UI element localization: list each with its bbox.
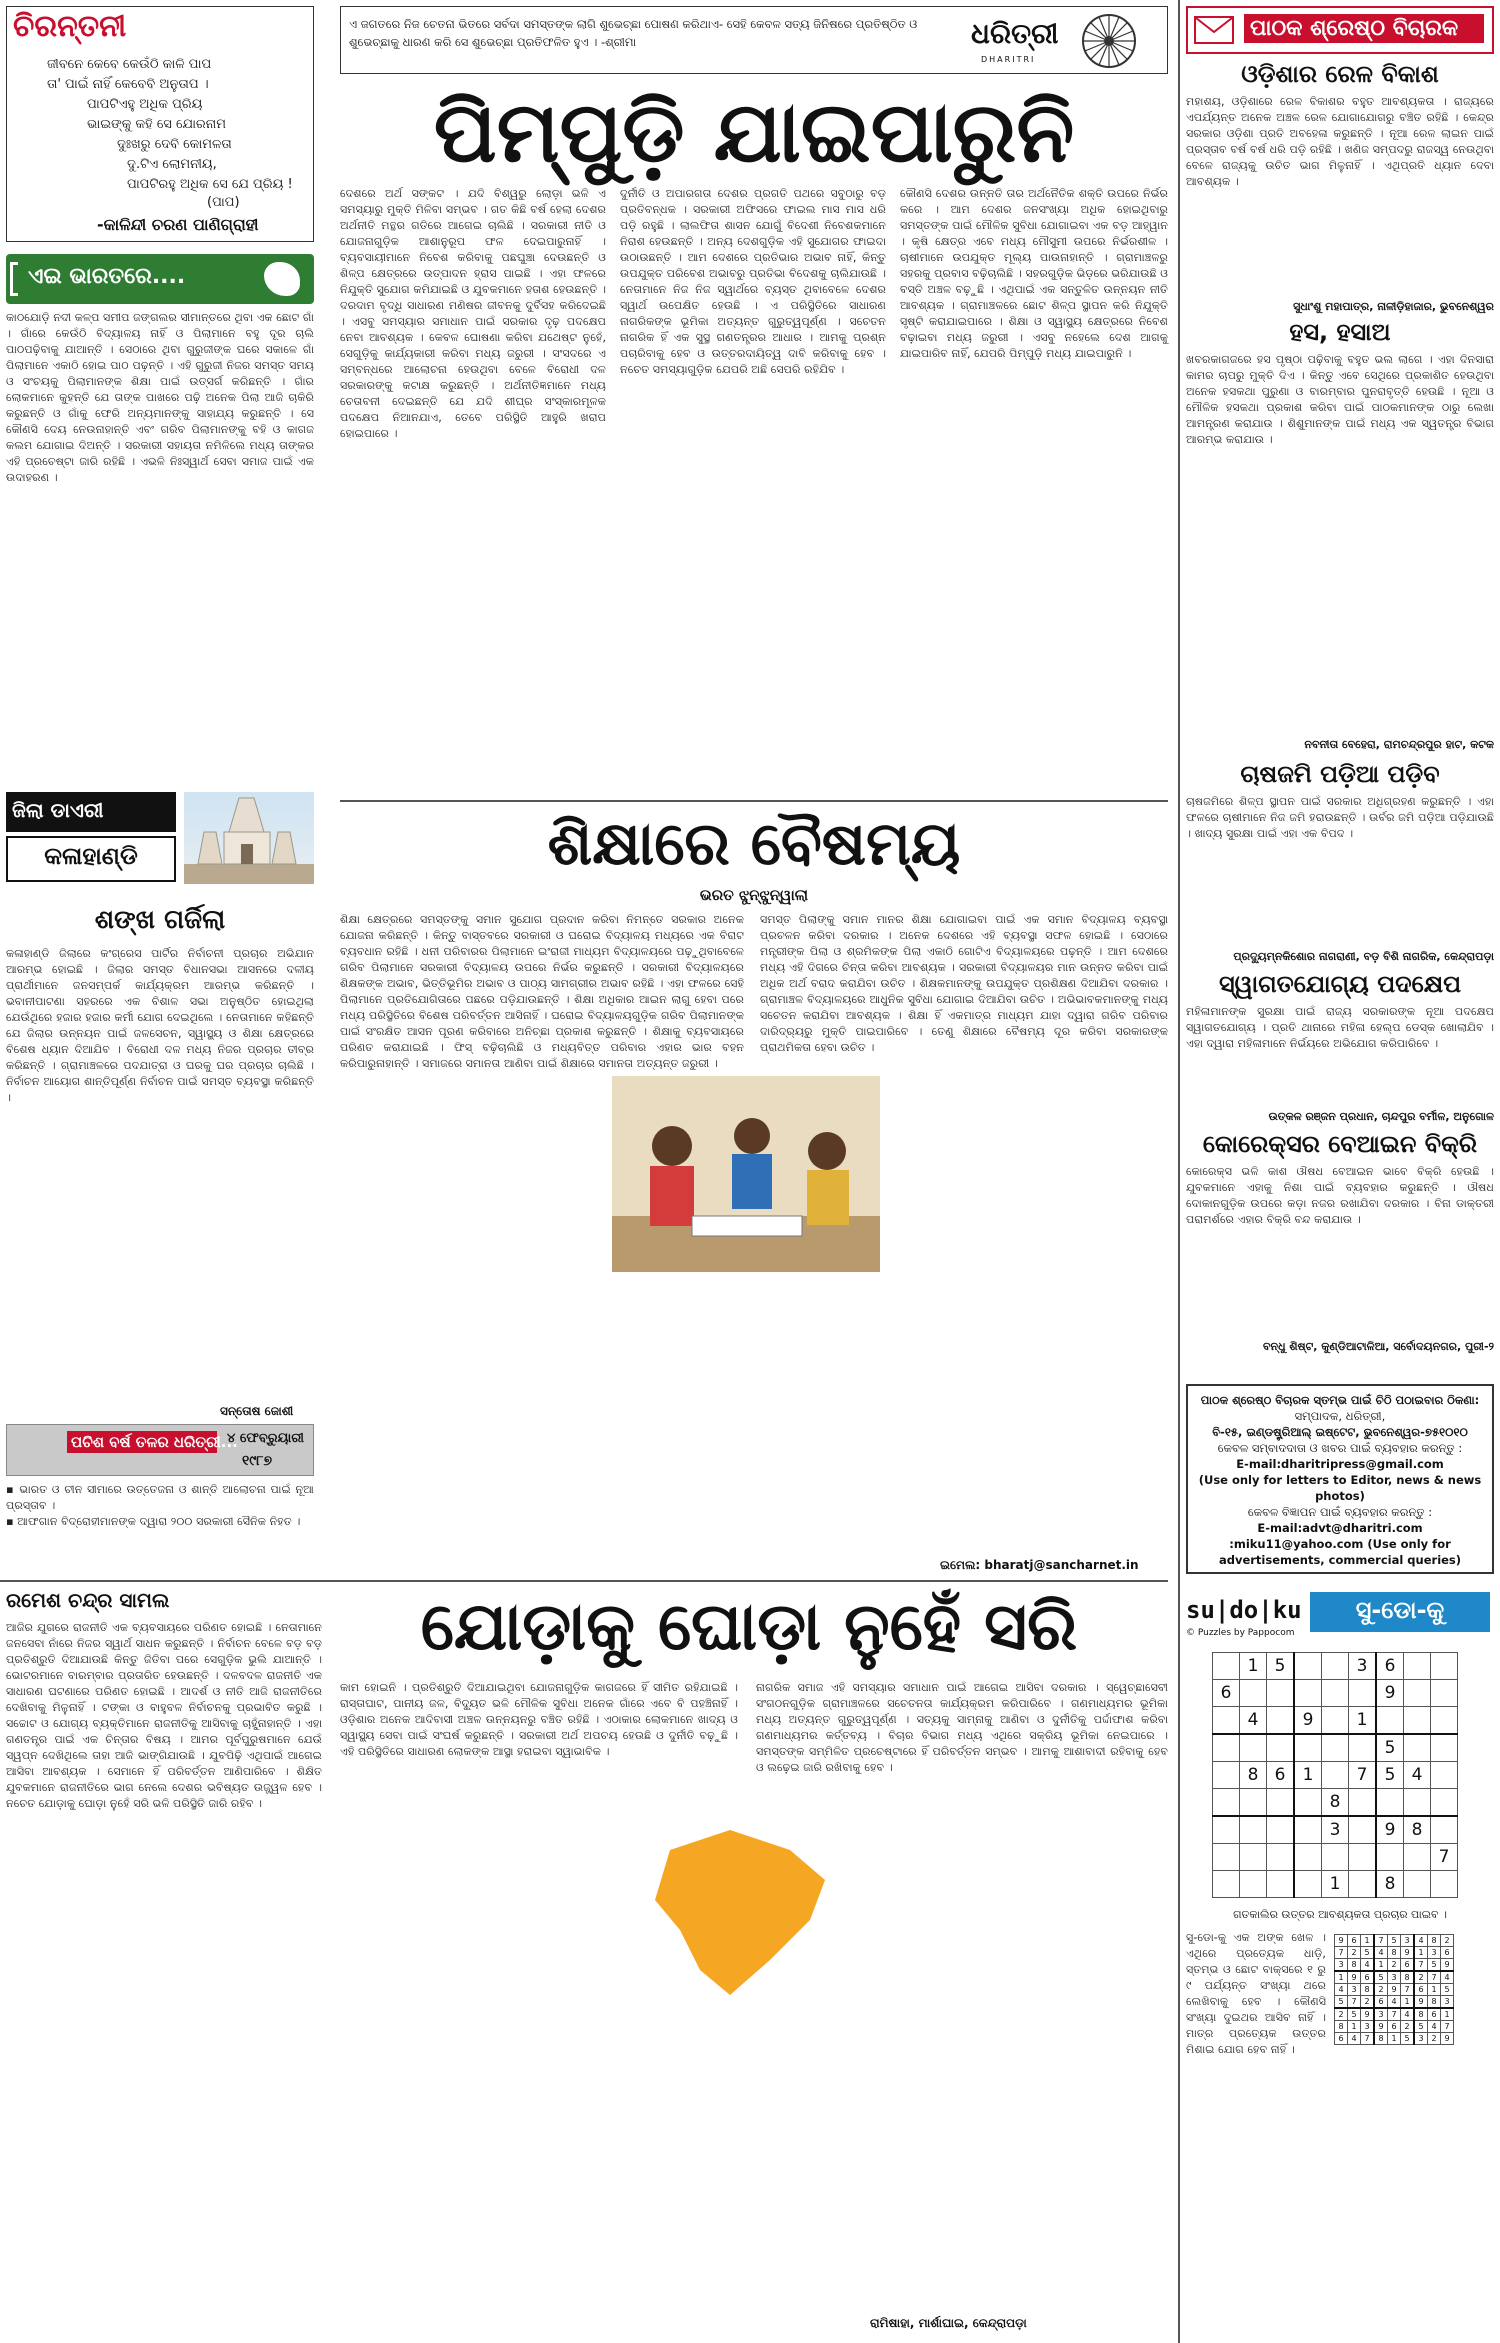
sudoku-cell[interactable] — [1349, 1844, 1377, 1871]
solution-cell: 7 — [1374, 1935, 1388, 1947]
sudoku-cell[interactable] — [1431, 1680, 1458, 1707]
solution-cell: 5 — [1348, 2008, 1361, 2021]
sudoku-cell[interactable]: 5 — [1376, 1734, 1404, 1762]
sudoku-cell[interactable] — [1376, 1789, 1404, 1817]
email-link[interactable]: :miku11@yahoo.com (Use only for — [1229, 1537, 1451, 1551]
sudoku-cell[interactable] — [1322, 1734, 1349, 1762]
sudoku-cell[interactable]: 5 — [1267, 1653, 1295, 1680]
solution-cell: 3 — [1361, 2021, 1375, 2033]
solution-cell: 1 — [1428, 1984, 1441, 1996]
sudoku-row — [1213, 1707, 1458, 1735]
sudoku-cell[interactable]: 8 — [1404, 1816, 1431, 1844]
solution-cell: 2 — [1361, 1996, 1375, 2009]
poem-box — [6, 6, 314, 242]
sudoku-cell[interactable] — [1322, 1680, 1349, 1707]
sudoku-cell[interactable] — [1404, 1789, 1431, 1817]
bottom-author: ରମେଶ ଚନ୍ଦ୍ର ସାମଲ — [6, 1588, 170, 1612]
solution-cell: 6 — [1388, 2021, 1401, 2033]
solution-cell: 1 — [1414, 1947, 1428, 1959]
letter-body: ମହିଳାମାନଙ୍କ ସୁରକ୍ଷା ପାଇଁ ରାଜ୍ୟ ସରକାରଙ୍କ ନୂଆ ପଦକ୍ଷେପ ସ୍ୱାଗତଯୋଗ୍ୟ । ପ୍ରତି ଥାନାରେ ମହିଳା ହେଲ୍ପ ଡେସ୍କ ଖୋଲାଯିବ । ଏହା ଦ୍ୱାରା ମହିଳାମାନେ ନିର୍ଭୟରେ ଅଭିଯୋଗ କରିପାରିବେ । — [1186, 1005, 1494, 1050]
sudoku-cell[interactable] — [1349, 1789, 1377, 1817]
solution-cell: 4 — [1361, 1959, 1375, 1972]
sudoku-cell[interactable] — [1431, 1816, 1458, 1844]
solution-cell: 2 — [1441, 1935, 1454, 1947]
solution-cell: 8 — [1335, 2021, 1348, 2033]
solution-cell: 8 — [1361, 1984, 1375, 1996]
anniv-box — [6, 1424, 314, 1476]
sudoku-cell[interactable] — [1376, 1707, 1404, 1735]
sudoku-row — [1335, 1984, 1454, 1996]
sudoku-cell[interactable]: 6 — [1213, 1680, 1240, 1707]
sudoku-cell[interactable]: 1 — [1294, 1762, 1322, 1789]
sudoku-cell[interactable]: 6 — [1376, 1653, 1404, 1680]
letter-title: ଓଡ଼ିଶାର ରେଳ ବିକାଶ — [1241, 60, 1439, 88]
sudoku-cell[interactable]: 8 — [1322, 1789, 1349, 1817]
solution-cell: 2 — [1428, 2033, 1441, 2045]
solution-cell: 9 — [1348, 1971, 1361, 1984]
poem-line: ଦୁ.ଟିଏ ଲୋମନୀୟ, — [127, 157, 217, 172]
bharat-banner-label: ଏଇ ଭାରତରେ.... — [28, 264, 186, 289]
sudoku-cell[interactable]: 8 — [1240, 1762, 1267, 1789]
solution-cell: 8 — [1388, 1947, 1401, 1959]
address-line: ବି-୧୫, ଇଣ୍ଡଷ୍ଟ୍ରିଆଲ୍ ଇଷ୍ଟେଟ, ଭୁବନେଶ୍ୱର-୭୫୧୦୧୦ — [1212, 1425, 1468, 1439]
letter-title: ସ୍ୱାଗତଯୋଗ୍ୟ ପଦକ୍ଷେପ — [1218, 970, 1462, 998]
sudoku-cell[interactable] — [1431, 1789, 1458, 1817]
sudoku-cell[interactable]: 9 — [1294, 1707, 1322, 1735]
sudoku-cell[interactable] — [1240, 1871, 1267, 1898]
sudoku-cell[interactable] — [1404, 1707, 1431, 1735]
solution-cell: 3 — [1414, 2033, 1428, 2045]
solution-cell: 7 — [1414, 1959, 1428, 1972]
sudoku-cell[interactable] — [1404, 1871, 1431, 1898]
address-heading: ପାଠକ ଶ୍ରେଷ୍ଠ ବିଚାରକ ସ୍ତମ୍ଭ ପାଇଁ ଚିଠି ପଠାଇବାର ଠିକଣା: — [1200, 1393, 1480, 1407]
sudoku-instructions: ସୁ-ଡୋ-କୁ ଏକ ଅଙ୍କ ଖେଳ । ଏଥିରେ ପ୍ରତ୍ୟେକ ଧାଡ଼ି, ସ୍ତମ୍ଭ ଓ ଛୋଟ ବାକ୍ସରେ ୧ ରୁ ୯ ପର୍ଯ୍ୟନ୍ତ ସଂଖ୍ୟା ଥରେ ଲେଖିବାକୁ ହେବ । କୌଣସି ସଂଖ୍ୟା ଦୁଇଥର ଆସିବ ନାହିଁ । ମାତ୍ର ପ୍ରତ୍ୟେକ ଉତ୍ତର ମିଶାଇ ଯୋଗ ହେବ ନାହିଁ । — [1186, 1931, 1326, 2056]
education-headline: ଶିକ୍ଷାରେ ବୈଷମ୍ୟ — [547, 809, 961, 879]
diary-district: କଳାହାଣ୍ଡି — [6, 836, 176, 882]
letter-title: କୋରେକ୍ସର ବେଆଇନ ବିକ୍ରି — [1202, 1130, 1478, 1158]
sudoku-cell[interactable] — [1322, 1844, 1349, 1871]
solution-cell: 4 — [1335, 1984, 1348, 1996]
solution-cell: 5 — [1335, 1996, 1348, 2009]
sudoku-cell[interactable] — [1240, 1816, 1267, 1844]
poem-line: ପାପଟିଏହୁ ଅଧିକ ପ୍ରିୟ — [87, 97, 203, 112]
anniv-label: ପଚିଶ ବର୍ଷ ତଳର ଧରିତ୍ରୀ... — [67, 1431, 217, 1453]
solution-cell: 6 — [1374, 1996, 1388, 2009]
diary-article: କଳାହାଣ୍ଡି ଜିଲାରେ କଂଗ୍ରେସ ପାର୍ଟିର ନିର୍ବାଚନୀ ପ୍ରଚାର ଅଭିଯାନ ଆରମ୍ଭ ହୋଇଛି । ଜିଲାର ସମସ୍ତ ବିଧାନସଭା ଆସନରେ ଦଳୀୟ ପ୍ରାର୍ଥୀମାନେ ଜନସମ୍ପର୍କ କାର୍ଯ୍ୟକ୍ରମ ଆରମ୍ଭ କରିଛନ୍ତି । ଭବାନୀପାଟଣା ସହରରେ ଏକ ବିଶାଳ ସଭା ଅନୁଷ୍ଠିତ ହୋଇଥିଲା ଯେଉଁଥିରେ ହଜାର ହଜାର କର୍ମୀ ଯୋଗ ଦେଇଥିଲେ । ନେତାମାନେ କହିଛନ୍ତି ଯେ ଜିଲାର ଉନ୍ନୟନ ପାଇଁ ଜଳସେଚନ, ସ୍ୱାସ୍ଥ୍ୟ ଓ ଶିକ୍ଷା କ୍ଷେତ୍ରରେ ବିଶେଷ ଧ୍ୟାନ ଦିଆଯିବ । ବିରୋଧୀ ଦଳ ମଧ୍ୟ ନିଜର ପ୍ରଚାର ତୀବ୍ର କରିଛନ୍ତି । ଗ୍ରାମାଞ୍ଚଳରେ ପଦଯାତ୍ରା ଓ ଘରକୁ ଘର ପ୍ରଚାର ଚାଲିଛି । ନିର୍ବାଚନ ଆୟୋଗ ଶାନ୍ତିପୂର୍ଣ୍ଣ ନିର୍ବାଚନ ପାଇଁ ସମସ୍ତ ବ୍ୟବସ୍ଥା କରିଛନ୍ତି । — [6, 947, 314, 1104]
sudoku-cell[interactable] — [1240, 1734, 1267, 1762]
sudoku-row — [1213, 1680, 1458, 1707]
sudoku-solution-label: ଗତକାଲିର ଉତ୍ତର ଆବଶ୍ୟକତା ପ୍ରଚାର ପାଇବ । — [1233, 1908, 1447, 1921]
sudoku-cell[interactable] — [1213, 1707, 1240, 1735]
divider — [0, 1580, 1168, 1582]
solution-cell: 1 — [1374, 1959, 1388, 1972]
solution-cell: 6 — [1414, 1984, 1428, 1996]
solution-cell: 9 — [1441, 2033, 1454, 2045]
sudoku-cell[interactable]: 9 — [1376, 1816, 1404, 1844]
solution-cell: 9 — [1374, 2021, 1388, 2033]
solution-cell: 1 — [1388, 2033, 1401, 2045]
india-map-icon — [264, 262, 300, 296]
solution-cell: 6 — [1441, 1947, 1454, 1959]
sudoku-cell[interactable] — [1267, 1789, 1295, 1817]
sudoku-cell[interactable] — [1404, 1844, 1431, 1871]
sudoku-cell[interactable] — [1267, 1844, 1295, 1871]
sudoku-row — [1213, 1762, 1458, 1789]
poem-line: ଭାଇଙ୍କୁ କହି ସେ ଯୋରନାମ — [87, 117, 226, 132]
sudoku-cell[interactable]: 7 — [1349, 1762, 1377, 1789]
sudoku-cell[interactable] — [1431, 1707, 1458, 1735]
letter-signature: ବନ୍ଧୁ ଶିଷ୍ଟ, କୁଣ୍ଡିଆଟାଳିଆ, ସର୍ବୋଦୟନଗର, ପୁରୀ-୨ — [1263, 1340, 1494, 1353]
sudoku-cell[interactable] — [1267, 1871, 1295, 1898]
letter-title: ଚାଷଜମି ପଡ଼ିଆ ପଡ଼ିବ — [1240, 760, 1440, 788]
solution-cell: 5 — [1361, 1947, 1375, 1959]
sudoku-row — [1335, 1971, 1454, 1984]
sudoku-cell[interactable]: 5 — [1376, 1762, 1404, 1789]
sudoku-cell[interactable] — [1213, 1762, 1240, 1789]
sudoku-cell[interactable] — [1213, 1871, 1240, 1898]
poem-line: ଦୁଃଖରୁ ଦେବି କୋମଳତା — [117, 137, 232, 152]
address-line: ସମ୍ପାଦକ, ଧରିତ୍ରୀ, — [1294, 1409, 1386, 1423]
sudoku-cell[interactable] — [1322, 1762, 1349, 1789]
sudoku-row — [1213, 1844, 1458, 1871]
solution-cell: 5 — [1441, 1984, 1454, 1996]
sudoku-row — [1213, 1871, 1458, 1898]
sudoku-cell[interactable] — [1267, 1816, 1295, 1844]
letter-signature: ନବନୀତା ବେହେରା, ରାମଚନ୍ଦ୍ରପୁର ହାଟ, କଟକ — [1304, 738, 1494, 751]
bottom-col-1: ଆଜିର ଯୁଗରେ ରାଜନୀତି ଏକ ବ୍ୟବସାୟରେ ପରିଣତ ହୋଇଛି । ନେତାମାନେ ଜନସେବା ନାଁରେ ନିଜର ସ୍ୱାର୍ଥ ସାଧନ କରୁଛନ୍ତି । ନିର୍ବାଚନ ବେଳେ ବଡ଼ ବଡ଼ ପ୍ରତିଶ୍ରୁତି ଦିଆଯାଉଛି କିନ୍ତୁ ଜିତିବା ପରେ ସେଗୁଡ଼ିକ ଭୁଲି ଯାଆନ୍ତି । ଭୋଟରମାନେ ବାରମ୍ବାର ପ୍ରତାରିତ ହେଉଛନ୍ତି । ଦଳବଦଳ ରାଜନୀତି ଏକ ସାଧାରଣ ଘଟଣାରେ ପରିଣତ ହୋଇଛି । ଆଦର୍ଶ ଓ ନୀତି ଆଜି ରାଜନୀତିରେ ଦେଖିବାକୁ ମିଳୁନାହିଁ । ଟଙ୍କା ଓ ବାହୁବଳ ନିର୍ବାଚନକୁ ପ୍ରଭାବିତ କରୁଛି । ସଚ୍ଚୋଟ ଓ ଯୋଗ୍ୟ ବ୍ୟକ୍ତିମାନେ ରାଜନୀତିକୁ ଆସିବାକୁ ଚାହୁଁନାହାନ୍ତି । ଏହା ଗଣତନ୍ତ୍ର ପାଇଁ ଏକ ଚିନ୍ତାର ବିଷୟ । ଆମର ପୂର୍ବପୁରୁଷମାନେ ଯେଉଁ ସ୍ୱପ୍ନ ଦେଖିଥିଲେ ତାହା ଆଜି ଭାଙ୍ଗିଯାଉଛି । ଯୁବପିଢ଼ି ଏଥିପାଇଁ ଆଗେଇ ଆସିବା ଆବଶ୍ୟକ । ସେମାନେ ହିଁ ପରିବର୍ତ୍ତନ ଆଣିପାରିବେ । ଶିକ୍ଷିତ ଯୁବକମାନେ ରାଜନୀତିରେ ଭାଗ ନେଲେ ଦେଶର ଭବିଷ୍ୟତ ଉଜ୍ଜ୍ୱଳ ହେବ । ନଚେତ ଯୋଡ଼ାକୁ ଘୋଡ଼ା ନୁହେଁ ସରି ଭଳି ପରିସ୍ଥିତି ଜାରି ରହିବ । — [6, 1621, 322, 1810]
letter-body: ମହାଶୟ, ଓଡ଼ିଶାରେ ରେଳ ବିକାଶର ବହୁତ ଆବଶ୍ୟକତା । ରାଜ୍ୟରେ ଏପର୍ଯ୍ୟନ୍ତ ଅନେକ ଅଞ୍ଚଳ ରେଳ ଯୋଗାଯୋଗରୁ ବଞ୍ଚିତ ରହିଛି । କେନ୍ଦ୍ର ସରକାର ଓଡ଼ିଶା ପ୍ରତି ଅବହେଳା କରୁଛନ୍ତି । ନୂଆ ରେଳ ଲାଇନ ପାଇଁ ପ୍ରସ୍ତାବ ବର୍ଷ ବର୍ଷ ଧରି ପଡ଼ି ରହିଛି । ଖଣିଜ ସମ୍ପଦରୁ ରାଜସ୍ୱ ନେଉଥିବା ବେଳେ ରାଜ୍ୟକୁ ଉଚିତ ଭାଗ ମିଳୁନାହିଁ । ଏଥିପ୍ରତି ଧ୍ୟାନ ଦେବା ଆବଶ୍ୟକ । — [1186, 95, 1494, 188]
sudoku-row — [1335, 1947, 1454, 1959]
solution-cell: 6 — [1361, 1971, 1375, 1984]
sudoku-cell[interactable] — [1404, 1734, 1431, 1762]
sudoku-cell[interactable]: 3 — [1349, 1653, 1377, 1680]
solution-cell: 1 — [1335, 1971, 1348, 1984]
sudoku-cell[interactable] — [1294, 1789, 1322, 1817]
email-note: advertisements, commercial queries) — [1218, 1553, 1462, 1567]
sudoku-cell[interactable] — [1404, 1653, 1431, 1680]
solution-cell: 8 — [1428, 1935, 1441, 1947]
sudoku-cell[interactable] — [1322, 1653, 1349, 1680]
main-article-col-3: କୌଣସି ଦେଶର ଉନ୍ନତି ତାର ଅର୍ଥନୈତିକ ଶକ୍ତି ଉପରେ ନିର୍ଭର କରେ । ଆମ ଦେଶର ଜନସଂଖ୍ୟା ଅଧିକ ହୋଇଥିବାରୁ ସମସ୍ତଙ୍କ ପାଇଁ ମୌଳିକ ସୁବିଧା ଯୋଗାଇବା ଏକ ବଡ଼ ଆହ୍ୱାନ । କୃଷି କ୍ଷେତ୍ର ଏବେ ମଧ୍ୟ ମୌସୁମୀ ଉପରେ ନିର୍ଭରଶୀଳ । ଚାଷୀମାନେ ଉପଯୁକ୍ତ ମୂଲ୍ୟ ପାଉନାହାନ୍ତି । ଗ୍ରାମାଞ୍ଚଳରୁ ସହରକୁ ପ୍ରବାସ ବଢ଼ିଚାଲିଛି । ସହରଗୁଡ଼ିକ ଭିଡ଼ରେ ଭରିଯାଉଛି ଓ ବସ୍ତି ଅଞ୍ଚଳ ବଢ଼ୁଛି । ଏଥିପାଇଁ ଏକ ସନ୍ତୁଳିତ ଉନ୍ନୟନ ନୀତି ଆବଶ୍ୟକ । ଗ୍ରାମାଞ୍ଚଳରେ ଛୋଟ ଶିଳ୍ପ ସ୍ଥାପନ କରି ନିଯୁକ୍ତି ସୃଷ୍ଟି କରାଯାଇପାରେ । ଶିକ୍ଷା ଓ ସ୍ୱାସ୍ଥ୍ୟ କ୍ଷେତ୍ରରେ ନିବେଶ ବଢ଼ାଇବା ମଧ୍ୟ ଜରୁରୀ । ଏସବୁ ନହେଲେ ଦେଶ ଆଗକୁ ଯାଇପାରିବ ନାହିଁ, ଯେପରି ପିମ୍ପୁଡ଼ି ମଧ୍ୟ ଯାଇପାରୁନି । — [900, 187, 1168, 360]
sudoku-odia-title: ସୁ-ଡୋ-କୁ — [1310, 1592, 1490, 1632]
solution-cell: 9 — [1401, 1947, 1415, 1959]
sudoku-cell[interactable] — [1267, 1734, 1295, 1762]
poem-title: ଚିରନ୍ତନୀ — [13, 9, 127, 44]
solution-cell: 1 — [1361, 1935, 1375, 1947]
sudoku-cell[interactable] — [1213, 1844, 1240, 1871]
solution-cell: 9 — [1335, 1935, 1348, 1947]
poem-lines — [47, 55, 307, 195]
solution-cell: 8 — [1348, 1959, 1361, 1972]
sudoku-cell[interactable]: 4 — [1240, 1707, 1267, 1735]
solution-cell: 7 — [1441, 2021, 1454, 2033]
anniv-date: ୪ ଫେବ୍ରୁୟାରୀ — [227, 1431, 304, 1446]
email-link[interactable]: E-mail:dharitripress@gmail.com — [1236, 1457, 1444, 1471]
solution-cell: 4 — [1441, 1971, 1454, 1984]
solution-cell: 2 — [1388, 1959, 1401, 1972]
solution-cell: 4 — [1401, 2008, 1415, 2021]
bottom-col-3: ନାଗରିକ ସମାଜ ଏହି ସମସ୍ୟାର ସମାଧାନ ପାଇଁ ଆଗେଇ ଆସିବା ଦରକାର । ସ୍ୱେଚ୍ଛାସେବୀ ସଂଗଠନଗୁଡ଼ିକ ଗ୍ରାମାଞ୍ଚଳରେ ସଚେତନତା କାର୍ଯ୍ୟକ୍ରମ କରିପାରିବେ । ଗଣମାଧ୍ୟମର ଭୂମିକା ମଧ୍ୟ ଅତ୍ୟନ୍ତ ଗୁରୁତ୍ୱପୂର୍ଣ୍ଣ । ସତ୍ୟକୁ ସାମ୍ନାକୁ ଆଣିବା ଓ ଦୁର୍ନୀତିକୁ ପର୍ଦ୍ଦାଫାଶ କରିବା ଗଣମାଧ୍ୟମର କର୍ତ୍ତବ୍ୟ । ବିଚାର ବିଭାଗ ମଧ୍ୟ ଏଥିରେ ସକ୍ରିୟ ଭୂମିକା ନେଇପାରେ । ସମସ୍ତଙ୍କ ସମ୍ମିଳିତ ପ୍ରଚେଷ୍ଟାରେ ହିଁ ପରିବର୍ତ୍ତନ ସମ୍ଭବ । ଆମକୁ ଆଶାବାଦୀ ରହିବାକୁ ହେବ ଓ ଲଢ଼େଇ ଜାରି ରଖିବାକୁ ହେବ । — [756, 1681, 1168, 1774]
envelope-icon — [1194, 16, 1234, 44]
solution-cell: 4 — [1388, 1996, 1401, 2009]
solution-cell: 8 — [1401, 1971, 1415, 1984]
sudoku-cell[interactable] — [1349, 1680, 1377, 1707]
sudoku-cell[interactable]: 7 — [1431, 1844, 1458, 1871]
solution-cell: 4 — [1414, 1935, 1428, 1947]
solution-cell: 4 — [1428, 2021, 1441, 2033]
solution-cell: 2 — [1401, 2021, 1415, 2033]
sudoku-cell[interactable]: 1 — [1349, 1707, 1377, 1735]
sudoku-cell[interactable] — [1267, 1680, 1295, 1707]
education-col-2: ସମସ୍ତ ପିଲାଙ୍କୁ ସମାନ ମାନର ଶିକ୍ଷା ଯୋଗାଇବା ପାଇଁ ଏକ ସମାନ ବିଦ୍ୟାଳୟ ବ୍ୟବସ୍ଥା ପ୍ରଚଳନ କରିବା ଦରକାର । ଅନେକ ଦେଶରେ ଏହି ବ୍ୟବସ୍ଥା ସଫଳ ହୋଇଛି । ସେଠାରେ ମନ୍ତ୍ରୀଙ୍କ ପିଲା ଓ ଶ୍ରମିକଙ୍କ ପିଲା ଏକାଠି ଗୋଟିଏ ବିଦ୍ୟାଳୟରେ ପଢ଼ନ୍ତି । ଆମ ଦେଶରେ ମଧ୍ୟ ଏହି ଦିଗରେ ଚିନ୍ତା କରିବା ଆବଶ୍ୟକ । ସରକାରୀ ବିଦ୍ୟାଳୟର ମାନ ଉନ୍ନତ କରିବା ପାଇଁ ଅଧିକ ଅର୍ଥ ବରାଦ କରାଯିବା ଉଚିତ । ଶିକ୍ଷକମାନଙ୍କୁ ଉପଯୁକ୍ତ ପ୍ରଶିକ୍ଷଣ ଦିଆଯିବା ଦରକାର । ଗ୍ରାମାଞ୍ଚଳ ବିଦ୍ୟାଳୟରେ ଆଧୁନିକ ସୁବିଧା ଯୋଗାଇ ଦିଆଯିବା ଉଚିତ । ଅଭିଭାବକମାନଙ୍କୁ ମଧ୍ୟ ସଚେତନ କରାଯିବା ଆବଶ୍ୟକ । ଶିକ୍ଷା ହିଁ ଏକମାତ୍ର ମାଧ୍ୟମ ଯାହା ଦ୍ୱାରା ଗରିବ ପରିବାର ଦାରିଦ୍ର୍ୟରୁ ମୁକ୍ତି ପାଇପାରିବେ । ତେଣୁ ଶିକ୍ଷାରେ ବୈଷମ୍ୟ ଦୂର କରିବା ସରକାରଙ୍କ ପ୍ରାଥମିକତା ହେବା ଉଚିତ । — [760, 913, 1168, 1054]
list-item: ▪ ଆଫଗାନ ବିଦ୍ରୋହୀମାନଙ୍କ ଦ୍ୱାରା ୨୦୦ ସରକାରୀ ସୈନିକ ନିହତ । — [6, 1515, 301, 1528]
diary-label: ଜିଲା ଡାଏରୀ — [6, 792, 176, 832]
bharat-banner — [6, 254, 314, 304]
solution-cell: 8 — [1428, 1996, 1441, 2009]
sudoku-row — [1213, 1789, 1458, 1817]
education-col-1: ଶିକ୍ଷା କ୍ଷେତ୍ରରେ ସମସ୍ତଙ୍କୁ ସମାନ ସୁଯୋଗ ପ୍ରଦାନ କରିବା ନିମନ୍ତେ ସରକାର ଅନେକ ଯୋଜନା କରିଛନ୍ତି । କିନ୍ତୁ ବାସ୍ତବରେ ସରକାରୀ ଓ ଘରୋଇ ବିଦ୍ୟାଳୟ ମଧ୍ୟରେ ଏକ ବିରାଟ ବ୍ୟବଧାନ ରହିଛି । ଧନୀ ପରିବାରର ପିଲାମାନେ ଇଂରାଜୀ ମାଧ୍ୟମ ବିଦ୍ୟାଳୟରେ ପଢ଼ୁଥିବାବେଳେ ଗରିବ ପିଲାମାନେ ସରକାରୀ ବିଦ୍ୟାଳୟ ଉପରେ ନିର୍ଭର କରୁଛନ୍ତି । ସରକାରୀ ବିଦ୍ୟାଳୟରେ ଶିକ୍ଷକଙ୍କ ଅଭାବ, ଭିତ୍ତିଭୂମିର ଅଭାବ ଓ ପାଠ୍ୟ ସାମଗ୍ରୀର ଅଭାବ ରହିଛି । ଏହା ଫଳରେ ସେହି ପିଲାମାନେ ପ୍ରତିଯୋଗିତାରେ ପଛରେ ପଡ଼ିଯାଉଛନ୍ତି । ଶିକ୍ଷା ଅଧିକାର ଆଇନ ଲାଗୁ ହେବା ପରେ ମଧ୍ୟ ପରିସ୍ଥିତିରେ ବିଶେଷ ପରିବର୍ତ୍ତନ ଆସିନାହିଁ । ଘରୋଇ ବିଦ୍ୟାଳୟଗୁଡ଼ିକ ଗରିବ ପିଲାମାନଙ୍କ ପାଇଁ ସଂରକ୍ଷିତ ଆସନ ପୂରଣ କରିବାରେ ଅନିଚ୍ଛା ପ୍ରକାଶ କରୁଛନ୍ତି । ଶିକ୍ଷାକୁ ବ୍ୟବସାୟରେ ପରିଣତ କରାଯାଇଛି । ଫିସ୍ ବଢ଼ିଚାଲିଛି ଓ ମଧ୍ୟବିତ୍ତ ପରିବାର ଏହାର ଭାର ବହନ କରିପାରୁନାହାନ୍ତି । ସମାଜରେ ସମାନତା ଆଣିବା ପାଇଁ ଶିକ୍ଷାରେ ସମାନତା ଅତ୍ୟନ୍ତ ଜରୁରୀ । — [340, 913, 744, 1070]
left-bracket-icon — [10, 262, 18, 296]
letters-banner — [1186, 6, 1494, 54]
sudoku-cell[interactable] — [1294, 1816, 1322, 1844]
sudoku-cell[interactable] — [1294, 1653, 1322, 1680]
solution-cell: 5 — [1414, 2021, 1428, 2033]
letter-signature: ସୁଧାଂଶୁ ମହାପାତ୍ର, ନାଳୀଡ଼ିହାଜାର, ଭୁବନେଶ୍ୱର — [1293, 300, 1494, 313]
masthead-box — [340, 6, 1168, 74]
email-note: (Use only for letters to Editor, news & news photos) — [1198, 1473, 1482, 1503]
poem-line: ଜୀବନେ କେବେ କେଉଁଠି କାଳି ପାପ — [47, 57, 212, 72]
masthead-logo: ଧରିତ୍ରୀ — [971, 17, 1059, 50]
bottom-signoff: ରାମିଷାହା, ମାର୍ଶାଘାଇ, କେନ୍ଦ୍ରାପଡ଼ା — [870, 2316, 1027, 2330]
sudoku-header — [1186, 1592, 1494, 1644]
sudoku-row — [1335, 2008, 1454, 2021]
letter-title: ହସ, ହସାଅ — [1289, 318, 1391, 346]
sudoku-cell[interactable] — [1431, 1653, 1458, 1680]
diary-header — [6, 792, 314, 902]
sudoku-row — [1335, 2033, 1454, 2045]
solution-cell: 6 — [1401, 1959, 1415, 1972]
list-item: ▪ ଭାରତ ଓ ଚୀନ ସୀମାରେ ଉତ୍ତେଜନା ଓ ଶାନ୍ତି ଆଲୋଚନା ପାଇଁ ନୂଆ ପ୍ରସ୍ତାବ । — [6, 1483, 314, 1512]
solution-cell: 3 — [1428, 1947, 1441, 1959]
sudoku-row — [1213, 1734, 1458, 1762]
sudoku-cell[interactable] — [1240, 1680, 1267, 1707]
sudoku-cell[interactable] — [1431, 1871, 1458, 1898]
sudoku-cell[interactable] — [1294, 1680, 1322, 1707]
sudoku-cell[interactable]: 1 — [1322, 1871, 1349, 1898]
sudoku-cell[interactable] — [1404, 1680, 1431, 1707]
sudoku-cell[interactable]: 6 — [1267, 1762, 1295, 1789]
solution-cell: 6 — [1348, 1935, 1361, 1947]
sudoku-cell[interactable] — [1349, 1816, 1377, 1844]
sudoku-cell[interactable] — [1240, 1789, 1267, 1817]
sudoku-grid[interactable] — [1212, 1652, 1458, 1898]
sudoku-cell[interactable]: 8 — [1376, 1871, 1404, 1898]
sudoku-row — [1335, 1959, 1454, 1972]
letters-banner-label: ପାଠକ ଶ୍ରେଷ୍ଠ ବିଚାରକ — [1244, 14, 1484, 43]
poem-line: ପାପଟିରହୁ ଅଧିକ ସେ ଯେ ପ୍ରିୟ ! — [127, 177, 293, 192]
bottom-col-2: କାମ ହୋଇନି । ପ୍ରତିଶ୍ରୁତି ଦିଆଯାଇଥିବା ଯୋଜନାଗୁଡ଼ିକ କାଗଜରେ ହିଁ ସୀମିତ ରହିଯାଇଛି । ରାସ୍ତାଘାଟ, ପାନୀୟ ଜଳ, ବିଦ୍ୟୁତ ଭଳି ମୌଳିକ ସୁବିଧା ଅନେକ ଗାଁରେ ଏବେ ବି ପହଞ୍ଚିନାହିଁ । ଓଡ଼ିଶାର ଅନେକ ଆଦିବାସୀ ଅଞ୍ଚଳ ଉନ୍ନୟନରୁ ବଞ୍ଚିତ ରହିଛି । ଏଠାକାର ଲୋକମାନେ ଖାଦ୍ୟ ଓ ସ୍ୱାସ୍ଥ୍ୟ ସେବା ପାଇଁ ସଂଘର୍ଷ କରୁଛନ୍ତି । ସରକାରୀ ଅର୍ଥ ଅପଚୟ ହେଉଛି ଓ ଦୁର୍ନୀତି ବଢ଼ୁଛି । ଏହି ପରିସ୍ଥିତିରେ ସାଧାରଣ ଲୋକଙ୍କ ଆସ୍ଥା ହରାଇବା ସ୍ୱାଭାବିକ । — [340, 1681, 738, 1758]
ad-heading: କେବଳ ବିଜ୍ଞାପନ ପାଇଁ ବ୍ୟବହାର କରନ୍ତୁ : — [1247, 1505, 1433, 1519]
education-byline: ଭରତ ଝୁନ୍‌ଝୁନ୍‌ୱାଲା — [699, 886, 809, 904]
letter-signature: ପ୍ରଦ୍ୟୁମ୍ନକିଶୋର ନାଗରାଣୀ, ବଡ଼ ବିଶି ନାଗରିକ, କେନ୍ଦ୍ରାପଡ଼ା — [1233, 950, 1494, 963]
solution-cell: 8 — [1414, 2008, 1428, 2021]
sudoku-cell[interactable] — [1376, 1844, 1404, 1871]
masthead-quote: ଏ ଜଗତରେ ନିଜ ଚେତନା ଭିତରେ ସର୍ବଦା ସମସ୍ତଙ୍କ ଲାଗି ଶୁଭେଚ୍ଛା ପୋଷଣ କରିଥାଏ- ସେହି କେବଳ ସତ୍ୟ ଜିନିଷରେ ପ୍ରତିଷ୍ଠିତ ଓ ଶୁଭେଚ୍ଛାକୁ ଧାରଣ କରି ସେ ଶୁଭେଚ୍ଛା ପ୍ରତିଫଳିତ ହୁଏ । -ଶ୍ରୀମା — [349, 17, 918, 49]
solution-cell: 1 — [1348, 2021, 1361, 2033]
solution-cell: 7 — [1401, 1984, 1415, 1996]
diary-headline: ଶଙ୍ଖ ଗର୍ଜିଲା — [94, 905, 226, 935]
solution-cell: 3 — [1335, 1959, 1348, 1972]
poem-line: ତା' ପାଇଁ ନାହିଁ କେବେବି ଅନୁତାପ । — [47, 77, 209, 92]
poem-tag: (ପାପ) — [207, 195, 240, 210]
anniv-items — [6, 1482, 314, 1552]
masthead-logo-sub: DHARITRI — [981, 55, 1036, 64]
address-box — [1186, 1384, 1494, 1574]
solution-cell: 9 — [1414, 1996, 1428, 2009]
email-link[interactable]: E-mail:advt@dharitri.com — [1257, 1521, 1423, 1535]
solution-cell: 7 — [1428, 1971, 1441, 1984]
sudoku-cell[interactable] — [1213, 1789, 1240, 1817]
sudoku-cell[interactable] — [1240, 1844, 1267, 1871]
solution-cell: 2 — [1374, 1984, 1388, 1996]
sudoku-cell[interactable] — [1349, 1871, 1377, 1898]
sudoku-cell[interactable] — [1294, 1844, 1322, 1871]
sudoku-credit: © Puzzles by Pappocom — [1186, 1628, 1295, 1638]
solution-cell: 6 — [1428, 2008, 1441, 2021]
solution-cell: 4 — [1374, 1947, 1388, 1959]
sudoku-cell[interactable] — [1431, 1734, 1458, 1762]
sudoku-cell[interactable] — [1322, 1707, 1349, 1735]
sudoku-row — [1335, 1996, 1454, 2009]
sudoku-row — [1335, 1935, 1454, 1947]
solution-cell: 4 — [1348, 2033, 1361, 2045]
sudoku-cell[interactable] — [1267, 1707, 1295, 1735]
sudoku-cell[interactable]: 4 — [1404, 1762, 1431, 1789]
solution-cell: 9 — [1361, 2008, 1375, 2021]
sudoku-cell[interactable] — [1213, 1734, 1240, 1762]
sudoku-solution-grid — [1334, 1934, 1454, 2045]
poet-name: -କାଳିନ୍ଦୀ ଚରଣ ପାଣିଗ୍ରାହୀ — [97, 215, 259, 234]
main-article-col-1: ଦେଶରେ ଅର୍ଥ ସଙ୍କଟ । ଯଦି ବିଶ୍ୱରୁ ଲୋଡ଼ା ଭଳି ଏ ସମସ୍ୟାରୁ ମୁକ୍ତି ମିଳିବା ସମ୍ଭବ । ଗତ କିଛି ବର୍ଷ ହେଲା ଦେଶର ଅର୍ଥନୀତି ମନ୍ଥର ଗତିରେ ଆଗେଇ ଚାଲିଛି । ସରକାରୀ ନୀତି ଓ ଯୋଜନାଗୁଡ଼ିକ ଆଶାନୁରୂପ ଫଳ ଦେଇପାରୁନାହିଁ । ବ୍ୟବସାୟୀମାନେ ନିବେଶ କରିବାକୁ ପଛଘୁଞ୍ଚା ଦେଉଛନ୍ତି ଓ ଶିଳ୍ପ କ୍ଷେତ୍ରରେ ଉତ୍ପାଦନ ହ୍ରାସ ପାଇଛି । ଏହା ଫଳରେ ନିଯୁକ୍ତି ସୁଯୋଗ କମିଯାଇଛି ଓ ଯୁବକମାନେ ହତାଶ ହେଉଛନ୍ତି । ଦରଦାମ ବୃଦ୍ଧି ସାଧାରଣ ମଣିଷର ଜୀବନକୁ ଦୁର୍ବିସହ କରିଦେଇଛି । ଏସବୁ ସମସ୍ୟାର ସମାଧାନ ପାଇଁ ସରକାର ଦୃଢ଼ ପଦକ୍ଷେପ ନେବା ଆବଶ୍ୟକ । କେବଳ ଘୋଷଣା କରିବା ଯଥେଷ୍ଟ ନୁହେଁ, ସେଗୁଡ଼ିକୁ କାର୍ଯ୍ୟକାରୀ କରିବା ମଧ୍ୟ ଜରୁରୀ । ସଂସଦରେ ଏ ସମ୍ବନ୍ଧରେ ଆଲୋଚନା ହେଉଥିବା ବେଳେ ବିରୋଧୀ ଦଳ ସରକାରଙ୍କୁ କଟାକ୍ଷ କରୁଛନ୍ତି । ଅର୍ଥନୀତିଜ୍ଞମାନେ ମଧ୍ୟ ଚେତାବନୀ ଦେଇଛନ୍ତି ଯେ ଯଦି ଶୀଘ୍ର ସଂସ୍କାରମୂଳକ ପଦକ୍ଷେପ ନିଆନଯାଏ, ତେବେ ପରିସ୍ଥିତି ଆହୁରି ଖରାପ ହୋଇପାରେ । — [340, 187, 606, 440]
bharat-article: କାଠଯୋଡ଼ି ନଦୀ କଳ୍ପ ସମୀପ ଜଙ୍ଗଲର ସୀମାନ୍ତରେ ଥିବା ଏକ ଛୋଟ ଗାଁ । ଗାଁରେ କେଉଁଠି ବିଦ୍ୟାଳୟ ନାହିଁ ଓ ପିଲାମାନେ ବହୁ ଦୂର ଚାଲି ପାଠପଢ଼ିବାକୁ ଯାଆନ୍ତି । ସେଠାରେ ଥିବା ଗୁରୁଜୀଙ୍କ ଘରେ ସକାଳେ ଗାଁ ପିଲାମାନେ ଏକାଠି ହୋଇ ପାଠ ପଢ଼ନ୍ତି । ଏହି ଗୁରୁଜୀ ନିଜର ସମସ୍ତ ସମୟ ଓ ସଂଚୟକୁ ପିଲାମାନଙ୍କ ଶିକ୍ଷା ପାଇଁ ଉତ୍ସର୍ଗ କରିଛନ୍ତି । ଗାଁର ଲୋକମାନେ କୁହନ୍ତି ଯେ ତାଙ୍କ ପାଖରେ ପଢ଼ି ଅନେକ ପିଲା ଆଜି ଚାକିରି କରୁଛନ୍ତି ଓ ଗାଁକୁ ଫେରି ଅନ୍ୟମାନଙ୍କୁ ସାହାଯ୍ୟ କରୁଛନ୍ତି । ସେ କୌଣସି ଦେୟ ନେଉନାହାନ୍ତି ଏବଂ ଗରିବ ପିଲାମାନଙ୍କୁ ବହି ଓ କାଗଜ କଲମ ଯୋଗାଇ ଦିଅନ୍ତି । ସରକାରୀ ସହାୟତା ନମିଳିଲେ ମଧ୍ୟ ତାଙ୍କର ଏହି ପ୍ରଚେଷ୍ଟା ଜାରି ରହିଛି । ଏଭଳି ନିଃସ୍ୱାର୍ଥ ସେବା ସମାଜ ପାଇଁ ଏକ ଉଦାହରଣ । — [6, 311, 314, 484]
solution-cell: 2 — [1414, 1971, 1428, 1984]
divider — [340, 800, 1168, 802]
sudoku-cell[interactable] — [1294, 1871, 1322, 1898]
sudoku-row — [1213, 1816, 1458, 1844]
letter-body: ଖବରକାଗଜରେ ହସ ପୃଷ୍ଠା ପଢ଼ିବାକୁ ବହୁତ ଭଲ ଲାଗେ । ଏହା ଦିନସାରା କାମର ଚାପରୁ ମୁକ୍ତି ଦିଏ । କିନ୍ତୁ ଏବେ ସେଥିରେ ପ୍ରକାଶିତ ହେଉଥିବା ଅନେକ ହସକଥା ପୁରୁଣା ଓ ବାରମ୍ବାର ପୁନରାବୃତ୍ତି ହେଉଛି । ନୂଆ ଓ ମୌଳିକ ହସକଥା ପ୍ରକାଶ କରିବା ପାଇଁ ପାଠକମାନଙ୍କ ଠାରୁ ଲେଖା ଆମନ୍ତ୍ରଣ କରାଯାଉ । ଶିଶୁମାନଙ୍କ ପାଇଁ ମଧ୍ୟ ଏକ ସ୍ୱତନ୍ତ୍ର ବିଭାଗ ଆରମ୍ଭ କରାଯାଉ । — [1186, 353, 1494, 446]
sudoku-cell[interactable]: 3 — [1322, 1816, 1349, 1844]
solution-cell: 2 — [1348, 1947, 1361, 1959]
main-article-col-2: ଦୁର୍ନୀତି ଓ ଅପାରଗତା ଦେଶର ପ୍ରଗତି ପଥରେ ସବୁଠାରୁ ବଡ଼ ପ୍ରତିବନ୍ଧକ । ସରକାରୀ ଅଫିସରେ ଫାଇଲ ମାସ ମାସ ଧରି ପଡ଼ି ରହୁଛି । ଲାଲଫିତା ଶାସନ ଯୋଗୁଁ ବିଦେଶୀ ନିବେଶକମାନେ ନିରାଶ ହେଉଛନ୍ତି । ଅନ୍ୟ ଦେଶଗୁଡ଼ିକ ଏହି ସୁଯୋଗର ଫାଇଦା ଉଠାଉଛନ୍ତି । ଆମ ଦେଶରେ ପ୍ରତିଭାର ଅଭାବ ନାହିଁ, କିନ୍ତୁ ଉପଯୁକ୍ତ ପରିବେଶ ଅଭାବରୁ ପ୍ରତିଭା ବିଦେଶକୁ ଚାଲିଯାଉଛି । ନେତାମାନେ ନିଜ ନିଜ ସ୍ୱାର୍ଥରେ ବ୍ୟସ୍ତ ଥିବାବେଳେ ଦେଶର ସ୍ୱାର୍ଥ ଉପେକ୍ଷିତ ହେଉଛି । ଏ ପରିସ୍ଥିତିରେ ସାଧାରଣ ନାଗରିକଙ୍କ ଭୂମିକା ଅତ୍ୟନ୍ତ ଗୁରୁତ୍ୱପୂର୍ଣ୍ଣ । ସଚେତନ ନାଗରିକ ହିଁ ଏକ ସୁସ୍ଥ ଗଣତନ୍ତ୍ରର ଆଧାର । ଆମକୁ ପ୍ରଶ୍ନ ପଚାରିବାକୁ ହେବ ଓ ଉତ୍ତରଦାୟିତ୍ୱ ଦାବି କରିବାକୁ ହେବ । ନଚେତ ସମସ୍ୟାଗୁଡ଼ିକ ଯେପରି ଅଛି ସେପରି ରହିଯିବ । — [620, 187, 886, 376]
solution-cell: 3 — [1441, 1996, 1454, 2009]
sudoku-logo: su|do|ku — [1186, 1596, 1302, 1624]
solution-cell: 6 — [1335, 2033, 1348, 2045]
solution-cell: 5 — [1388, 1935, 1401, 1947]
sudoku-cell[interactable] — [1213, 1816, 1240, 1844]
solution-cell: 8 — [1374, 2033, 1388, 2045]
sudoku-cell[interactable] — [1294, 1734, 1322, 1762]
bottom-headline: ଯୋଡ଼ାକୁ ଘୋଡ଼ା ନୁହେଁ ସରି — [420, 1588, 1078, 1665]
solution-cell: 7 — [1335, 1947, 1348, 1959]
education-email: ଇମେଲ: bharatj@sancharnet.in — [940, 1558, 1139, 1572]
solution-cell: 7 — [1348, 1996, 1361, 2009]
solution-cell: 5 — [1428, 1959, 1441, 1972]
letter-body: ଚାଷଜମିରେ ଶିଳ୍ପ ସ୍ଥାପନ ପାଇଁ ସରକାର ଅଧିଗ୍ରହଣ କରୁଛନ୍ତି । ଏହା ଫଳରେ ଚାଷୀମାନେ ନିଜ ଜମି ହରାଉଛନ୍ତି । ଉର୍ବର ଜମି ପଡ଼ିଆ ପଡ଼ିଯାଉଛି । ଖାଦ୍ୟ ସୁରକ୍ଷା ପାଇଁ ଏହା ଏକ ବିପଦ । — [1186, 795, 1494, 840]
solution-cell: 9 — [1441, 1959, 1454, 1972]
left-column — [0, 0, 322, 1418]
solution-cell: 1 — [1401, 1996, 1415, 2009]
solution-cell: 7 — [1361, 2033, 1375, 2045]
solution-cell: 3 — [1348, 1984, 1361, 1996]
letter-body: କୋରେକ୍ସ ଭଳି କାଶ ଔଷଧ ବେଆଇନ ଭାବେ ବିକ୍ରି ହେଉଛି । ଯୁବକମାନେ ଏହାକୁ ନିଶା ପାଇଁ ବ୍ୟବହାର କରୁଛନ୍ତି । ଔଷଧ ଦୋକାନଗୁଡ଼ିକ ଉପରେ କଡ଼ା ନଜର ରଖାଯିବା ଦରକାର । ବିନା ଡାକ୍ତରୀ ପରାମର୍ଶରେ ଏହାର ବିକ୍ରି ବନ୍ଦ କରାଯାଉ । — [1186, 1165, 1494, 1226]
divider — [1178, 0, 1180, 2343]
solution-cell: 1 — [1441, 2008, 1454, 2021]
wheel-icon — [1081, 13, 1137, 69]
solution-cell: 3 — [1401, 1935, 1415, 1947]
sudoku-cell[interactable]: 1 — [1240, 1653, 1267, 1680]
solution-cell: 5 — [1401, 2033, 1415, 2045]
diary-byline: ସନ୍ତୋଷ ଜୋଶୀ — [220, 1404, 294, 1418]
solution-cell: 3 — [1388, 1971, 1401, 1984]
sudoku-cell[interactable] — [1349, 1734, 1377, 1762]
solution-cell: 9 — [1388, 1984, 1401, 1996]
main-headline: ପିମ୍ପୁଡ଼ି ଯାଇପାରୁନି — [433, 83, 1075, 181]
solution-cell: 3 — [1374, 2008, 1388, 2021]
sudoku-table[interactable] — [1212, 1652, 1458, 1898]
sudoku-cell[interactable] — [1431, 1762, 1458, 1789]
address-line: କେବଳ ସମ୍ବାଦଦାତା ଓ ଖବର ପାଇଁ ବ୍ୟବହାର କରନ୍ତୁ : — [1217, 1441, 1463, 1455]
solution-cell: 7 — [1388, 2008, 1401, 2021]
anniv-year: ୧୯୮୭ — [242, 1453, 273, 1469]
solution-cell: 2 — [1335, 2008, 1348, 2021]
solution-cell: 5 — [1374, 1971, 1388, 1984]
temple-image — [184, 792, 314, 884]
sudoku-cell[interactable]: 9 — [1376, 1680, 1404, 1707]
letter-signature: ଉତ୍କଳ ରଞ୍ଜନ ପ୍ରଧାନ, ଚାନ୍ଦପୁର ବର୍ମୀଳ, ଅନୁଗୋଳ — [1268, 1110, 1494, 1123]
sudoku-cell[interactable] — [1213, 1653, 1240, 1680]
sudoku-row — [1335, 2021, 1454, 2033]
mini-solution-table — [1334, 1934, 1454, 2045]
sudoku-row — [1213, 1653, 1458, 1680]
